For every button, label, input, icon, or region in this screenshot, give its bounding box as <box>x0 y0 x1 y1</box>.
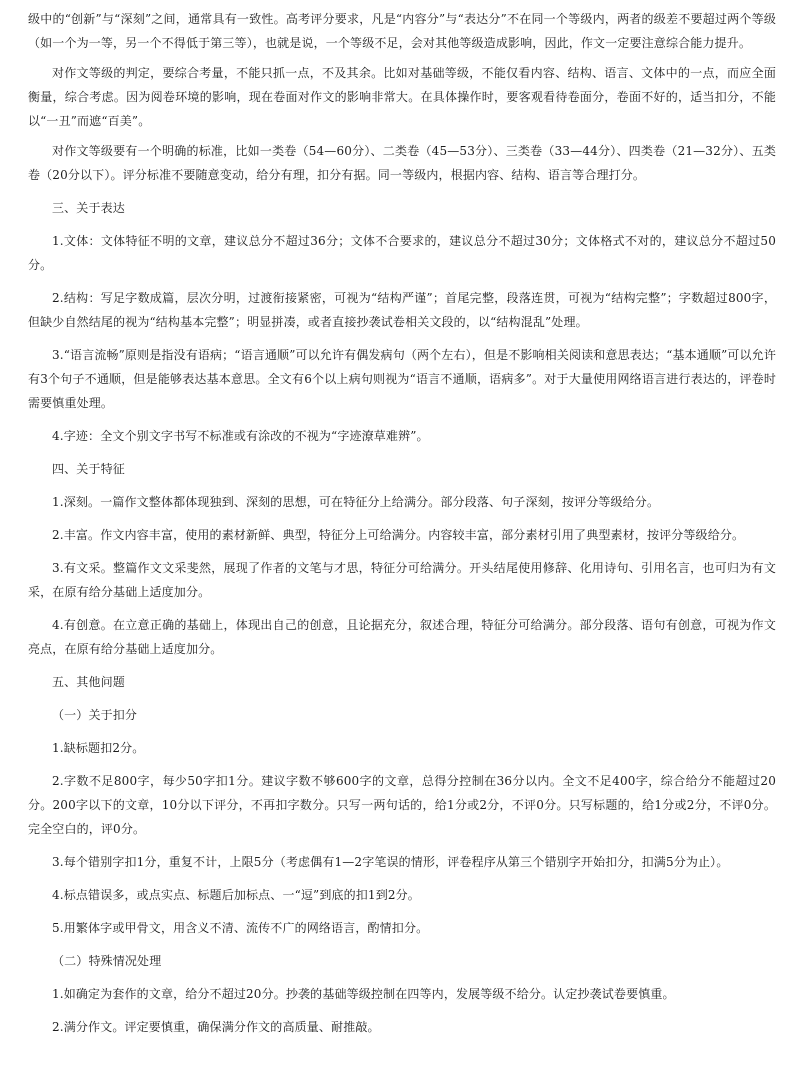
item-missing-title: 1.缺标题扣2分。 <box>52 741 145 755</box>
item-depth: 1.深刻。一篇作文整体都体现独到、深刻的思想，可在特征分上给满分。部分段落、句子深刻，按评分等级给分。 <box>52 495 660 509</box>
section-heading-features: 四、关于特征 <box>52 462 125 476</box>
paragraph-grade-judgment: 对作文等级的判定，要综合考量，不能只抓一点，不及其余。比如对基础等级，不能仅看内容、结构、语言、文体中的一点，而应全面衡量，综合考虑。因为阅卷环境的影响，现在卷面对作文的影响非常大。在具体操作时，要客观看待卷面分，卷面不好的，适当扣分，不能以“一丑”而遮“百美”。 <box>28 66 776 128</box>
item-word-count: 2.字数不足800字，每少50字扣1分。建议字数不够600字的文章，总得分控制在36分以内。全文不足400字，综合给分不能超过20分。200字以下的文章，10分以下评分，不再扣字数分。只写一两句话的，给1分或2分，不评0分。只写标题的，给1分或2分，不评0分。完全空白的，评0分。 <box>28 774 777 836</box>
subsection-heading-deductions: （一）关于扣分 <box>52 708 138 722</box>
subsection-heading-special-cases: （二）特殊情况处理 <box>52 954 162 968</box>
paragraph-consistency-grade-gap: 级中的“创新”与“深刻”之间，通常具有一致性。高考评分要求，凡是“内容分”与“表达分”不在同一个等级内，两者的级差不要超过两个等级（如一个为一等，另一个不得低于第三等），也就是说，一个等级不足，会对其他等级造成影响，因此，作文一定要注意综合能力提升。 <box>28 12 776 50</box>
item-punctuation: 4.标点错误多，或点实点、标题后加标点、一“逗”到底的扣1到2分。 <box>52 888 420 902</box>
item-genre: 1.文体：文体特征不明的文章，建议总分不超过36分；文体不合要求的，建议总分不超过30分；文体格式不对的，建议总分不超过50分。 <box>28 234 776 272</box>
item-literary-grace: 3.有文采。整篇作文文采斐然，展现了作者的文笔与才思，特征分可给满分。开头结尾使用修辞、化用诗句、引用名言，也可归为有文采，在原有给分基础上适度加分。 <box>28 561 776 599</box>
paragraph-grade-standards: 对作文等级要有一个明确的标准，比如一类卷（54—60分）、二类卷（45—53分）、三类卷（33—44分）、四类卷（21—32分）、五类卷（20分以下）。评分标准不要随意变动，给分有理，扣分有据。同一等级内，根据内容、结构、语言等合理打分。 <box>28 144 776 182</box>
item-language: 3.“语言流畅”原则是指没有语病；“语言通顺”可以允许有偶发病句（两个左右），但是不影响相关阅读和意思表达；“基本通顺”可以允许有3个句子不通顺，但是能够表达基本意思。全文有6个以上病句则视为“语言不通顺，语病多”。对于大量使用网络语言进行表达的，评卷时需要慎重处理。 <box>28 348 776 410</box>
item-plagiarism: 1.如确定为套作的文章，给分不超过20分。抄袭的基础等级控制在四等内，发展等级不给分。认定抄袭试卷要慎重。 <box>52 987 675 1001</box>
section-heading-expression: 三、关于表达 <box>52 201 125 215</box>
item-richness: 2.丰富。作文内容丰富，使用的素材新鲜、典型，特征分上可给满分。内容较丰富，部分素材引用了典型素材，按评分等级给分。 <box>52 528 745 542</box>
item-structure: 2.结构：写足字数成篇，层次分明，过渡衔接紧密，可视为“结构严谨”；首尾完整，段落连贯，可视为“结构完整”；字数超过800字，但缺少自然结尾的视为“结构基本完整”；明显拼凑，或者直接抄袭试卷相关文段的，以“结构混乱”处理。 <box>28 291 776 329</box>
item-handwriting: 4.字迹：全文个别文字书写不标准或有涂改的不视为“字迹潦草难辨”。 <box>52 429 429 443</box>
section-heading-other-issues: 五、其他问题 <box>52 675 125 689</box>
item-creativity: 4.有创意。在立意正确的基础上，体现出自己的创意，且论据充分，叙述合理，特征分可给满分。部分段落、语句有创意，可视为作文亮点，在原有给分基础上适度加分。 <box>28 618 776 656</box>
item-traditional-characters: 5.用繁体字或甲骨文，用含义不清、流传不广的网络语言，酌情扣分。 <box>52 921 429 935</box>
item-typos: 3.每个错别字扣1分，重复不计，上限5分（考虑偶有1—2字笔误的情形，评卷程序从第三个错别字开始扣分，扣满5分为止）。 <box>52 855 729 869</box>
item-full-score: 2.满分作文。评定要慎重，确保满分作文的高质量、耐推敲。 <box>52 1020 380 1034</box>
